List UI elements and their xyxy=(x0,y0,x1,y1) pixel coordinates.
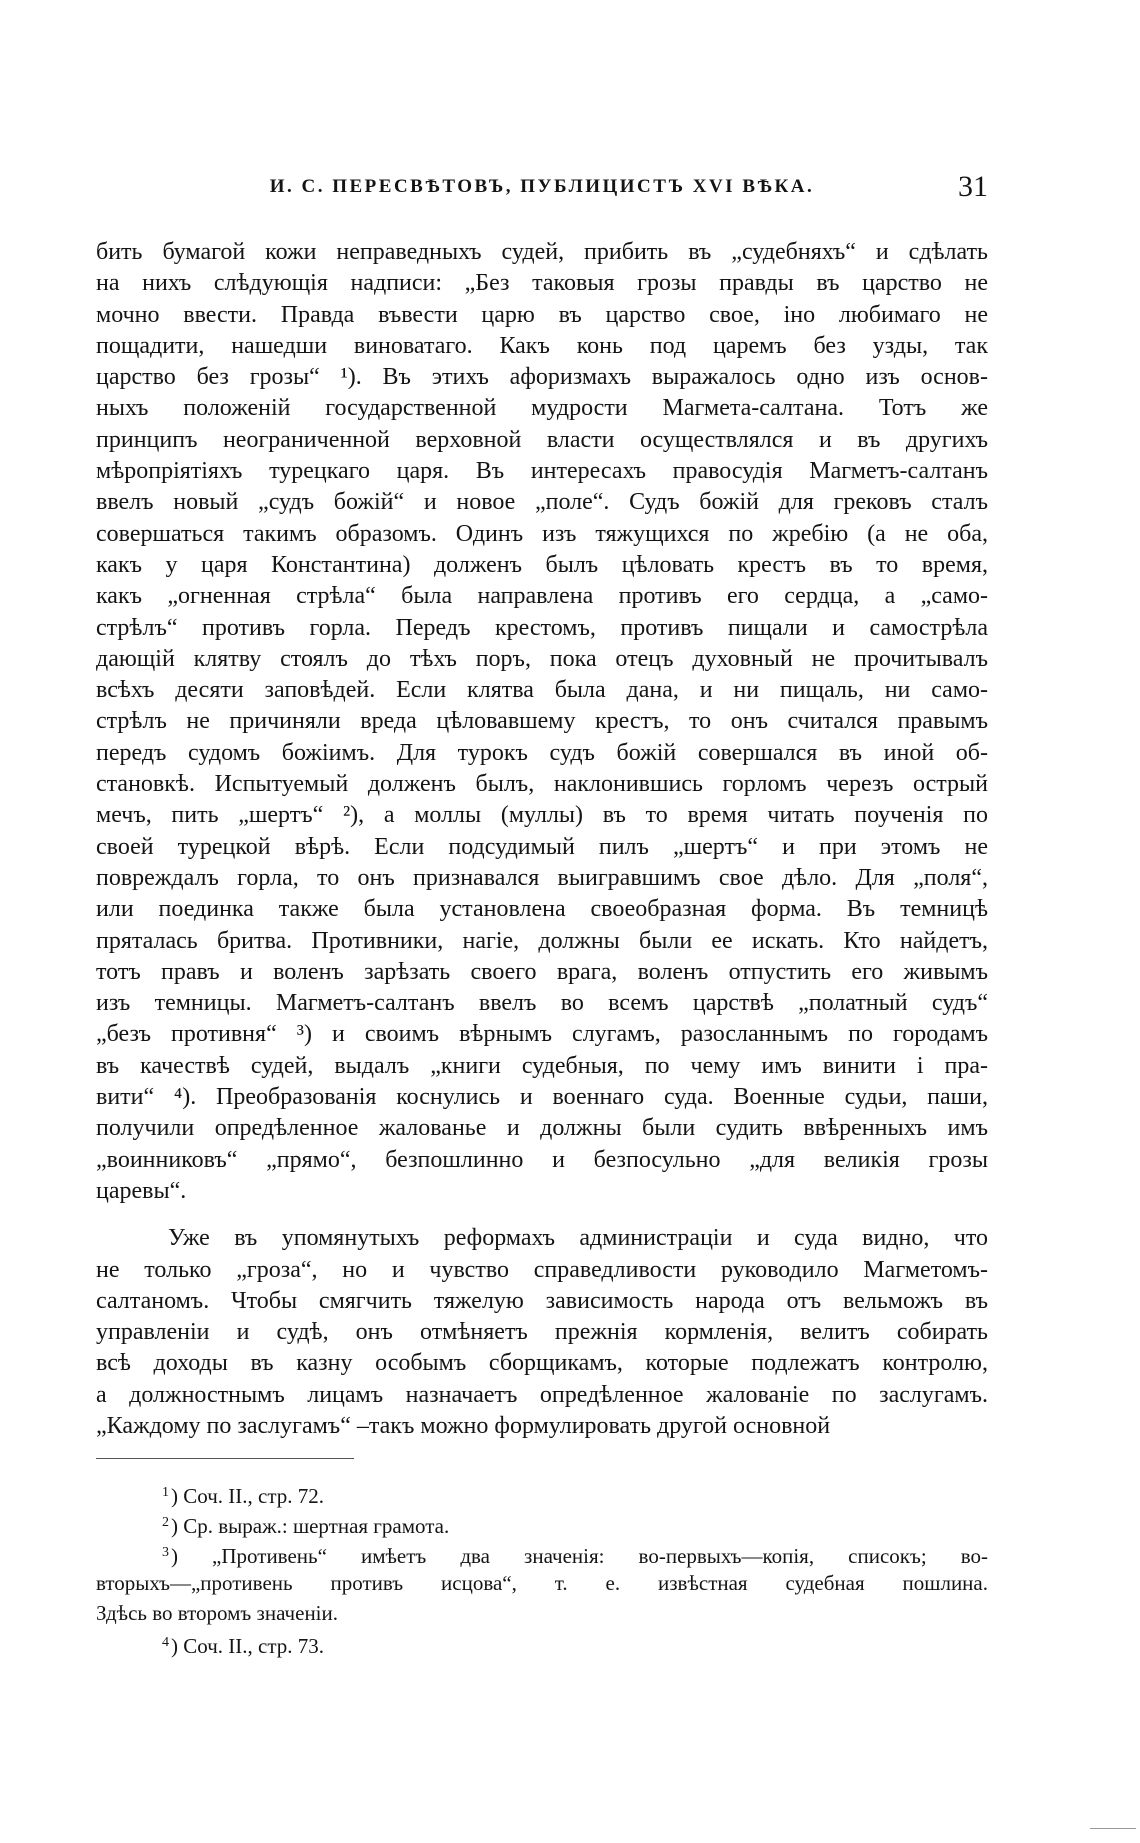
text-line: салтаномъ. Чтобы смягчить тяжелую зависимость народа отъ вельможъ въ xyxy=(96,1287,988,1314)
text-line: дающій клятву стоялъ до тѣхъ поръ, пока отецъ духовный не прочитывалъ xyxy=(96,645,988,672)
footnote-marker: 2 xyxy=(162,1515,169,1530)
running-title: И. С. ПЕРЕСВѢТОВЪ, ПУБЛИЦИСТЪ XVI ВѢКА. xyxy=(269,176,815,197)
text-line: принципъ неограниченной верховной власти осуществлялся и въ другихъ xyxy=(96,426,988,453)
footnote-text: Здѣсь во второмъ значеніи. xyxy=(96,1601,339,1625)
footnote-line xyxy=(96,1628,988,1658)
text-line: „Каждому по заслугамъ“ –такъ можно формулировать другой основной xyxy=(96,1412,831,1439)
footnote-marker: 1 xyxy=(162,1485,169,1500)
text-line: мочно ввести. Правда въвести царю въ царство свое, іно любимаго не xyxy=(96,301,988,328)
footnote xyxy=(96,1628,988,1658)
text-line: „безъ противня“ ³) и своимъ вѣрнымъ слугамъ, разосланнымъ по городамъ xyxy=(96,1021,988,1048)
text-line: передъ судомъ божіимъ. Для турокъ судъ божій совершался въ иной об- xyxy=(96,739,988,766)
text-line: управленіи и судѣ, онъ отмѣняетъ прежнія кормленія, велитъ собирать xyxy=(96,1319,988,1346)
footnote xyxy=(96,1478,988,1508)
footnote-rule xyxy=(96,1458,354,1459)
text-line: совершаться такимъ образомъ. Одинъ изъ тяжущихся по жребію (а не оба, xyxy=(96,520,988,547)
text-line: царевы“. xyxy=(96,1177,187,1204)
text-line: или поединка также была установлена своеобразная форма. Въ темницѣ xyxy=(96,896,988,923)
text-line: мечъ, пить „шертъ“ ²), а моллы (муллы) въ то время читать поученія по xyxy=(96,802,988,829)
text-line: Уже въ упомянутыхъ реформахъ администраціи и суда видно, что xyxy=(168,1225,988,1252)
footnote-line xyxy=(96,1538,988,1568)
text-line: стрѣлъ“ противъ горла. Передъ крестомъ, противъ пищали и самострѣла xyxy=(96,614,988,641)
text-line: пряталась бритва. Противники, нагіе, должны были ее искать. Кто найдетъ, xyxy=(96,927,988,954)
text-line: всѣ доходы въ казну особымъ сборщикамъ, которые подлежатъ контролю, xyxy=(96,1350,988,1377)
footnotes xyxy=(96,1478,988,1658)
text-line: мѣропріятіяхъ турецкаго царя. Въ интересахъ правосудія Магметъ-салтанъ xyxy=(96,458,988,485)
text-line: бить бумагой кожи неправедныхъ судей, прибить въ „судебняхъ“ и сдѣлать xyxy=(96,239,988,265)
footnote-line xyxy=(96,1598,988,1628)
footnote xyxy=(96,1538,988,1628)
footnote-text: ) Соч. II., стр. 72. xyxy=(171,1484,325,1508)
page-header xyxy=(96,170,988,210)
text-line: какъ „огненная стрѣла“ была направлена противъ его сердца, а „само- xyxy=(96,583,988,610)
text-line: „воинниковъ“ „прямо“, безпошлинно и безпосульно „для великія грозы xyxy=(96,1146,988,1173)
text-line: стрѣлъ не причиняли вреда цѣловавшему крестъ, то онъ считался правымъ xyxy=(96,708,988,735)
footnote-line xyxy=(96,1508,988,1538)
text-line: царство без грозы“ ¹). Въ этихъ афоризмахъ выражалось одно изъ основ- xyxy=(96,364,988,391)
text-line: какъ у царя Константина) долженъ былъ цѣловать крестъ въ то время, xyxy=(96,551,988,578)
text-line: своей турецкой вѣрѣ. Если подсудимый пилъ „шертъ“ и при этомъ не xyxy=(96,833,988,860)
page-edge-mark xyxy=(1090,1828,1136,1829)
text-line: не только „гроза“, но и чувство справедливости руководило Магметомъ- xyxy=(96,1256,988,1283)
text-line: вити“ ⁴). Преобразованія коснулись и военнаго суда. Военные судьи, паши, xyxy=(96,1084,988,1111)
text-line: всѣхъ десяти заповѣдей. Если клятва была дана, и ни пищаль, ни само- xyxy=(96,677,988,704)
footnote-text: ) „Противень“ имѣетъ два значенія: во-первыхъ—копія, списокъ; во- xyxy=(171,1544,988,1568)
text-line: повреждалъ горла, то онъ признавался выигравшимъ свое дѣло. Для „поля“, xyxy=(96,864,988,891)
text-line: а должностнымъ лицамъ назначаетъ опредѣленное жалованіе по заслугамъ. xyxy=(96,1381,988,1408)
footnote-line xyxy=(96,1568,988,1598)
text-line: тотъ правъ и воленъ зарѣзать своего врага, воленъ отпустить его живымъ xyxy=(96,958,988,985)
footnote-line xyxy=(96,1478,988,1508)
paragraph xyxy=(96,1223,988,1442)
footnote-text: ) Соч. II., стр. 73. xyxy=(171,1634,325,1658)
text-line: въ качествѣ судей, выдалъ „книги судебныя, по чему имъ винити і пра- xyxy=(96,1052,988,1079)
text-line: пощадити, нашедши виноватаго. Какъ конь под царемъ без узды, так xyxy=(96,332,988,359)
footnote-marker: 3 xyxy=(162,1545,169,1560)
text-line: на нихъ слѣдующія надписи: „Без таковыя грозы правды въ царство не xyxy=(96,270,988,297)
text-line: ввелъ новый „судъ божій“ и новое „поле“. Судъ божій для грековъ сталъ xyxy=(96,489,988,516)
page-number: 31 xyxy=(958,170,988,203)
text-line: ныхъ положеній государственной мудрости Магмета-салтана. Тотъ же xyxy=(96,395,988,422)
text-line: изъ темницы. Магметъ-салтанъ ввелъ во всемъ царствѣ „полатный судъ“ xyxy=(96,990,988,1017)
paragraph-gap xyxy=(96,1207,988,1223)
footnote-marker: 4 xyxy=(162,1635,169,1650)
paragraph xyxy=(96,237,988,1207)
footnote-text: ) Ср. выраж.: шертная грамота. xyxy=(171,1514,450,1538)
body-text xyxy=(96,237,988,1442)
text-line: становкѣ. Испытуемый долженъ былъ, наклонившись горломъ черезъ острый xyxy=(96,771,988,798)
footnote xyxy=(96,1508,988,1538)
text-line: получили опредѣленное жалованье и должны были судить ввѣренныхъ имъ xyxy=(96,1115,988,1142)
footnote-text: вторыхъ—„противень противъ исцова“, т. е. извѣстная судебная пошлина. xyxy=(96,1571,988,1595)
